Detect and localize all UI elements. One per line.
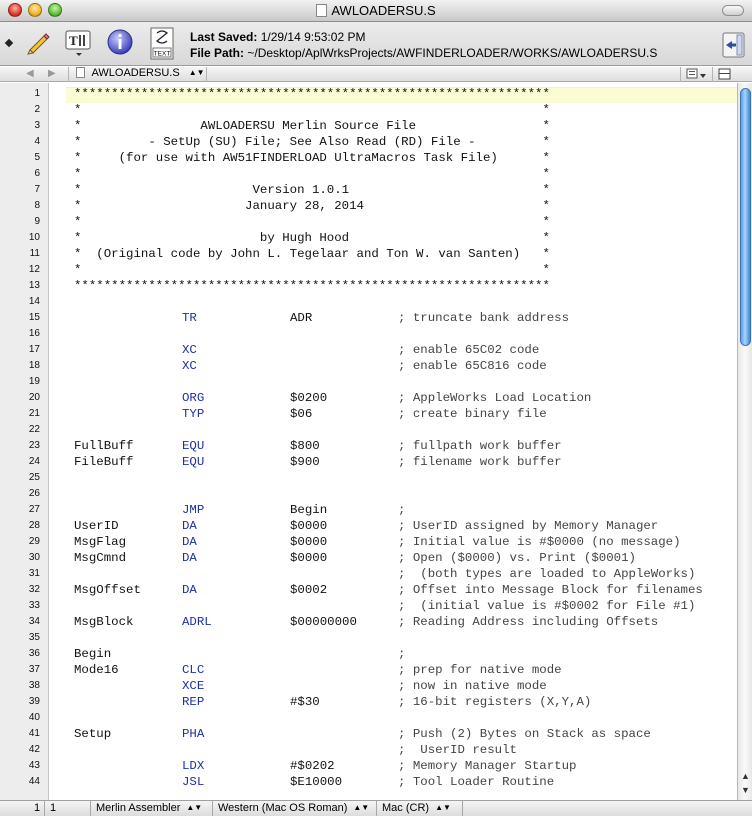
line-number: 23 xyxy=(28,440,40,451)
line-number: 10 xyxy=(28,232,40,243)
encoding-label: Western (Mac OS Roman) xyxy=(218,802,348,814)
code-label[interactable]: MsgFlag xyxy=(74,535,127,549)
line-number: 19 xyxy=(28,376,40,387)
line-number: 42 xyxy=(28,744,40,755)
line-number: 33 xyxy=(28,600,40,611)
text-format-icon xyxy=(64,28,94,58)
forward-arrow-icon[interactable]: ▶ xyxy=(48,68,56,79)
line-number: 30 xyxy=(28,552,40,563)
vertical-scrollbar[interactable] xyxy=(737,83,752,800)
line-number: 43 xyxy=(28,760,40,771)
code-comment[interactable]: ; fullpath work buffer xyxy=(398,439,562,453)
code-comment[interactable]: ; UserID assigned by Memory Manager xyxy=(398,519,659,533)
line-number: 39 xyxy=(28,696,40,707)
code-comment[interactable]: ; xyxy=(398,647,406,661)
scroll-down-arrow-icon[interactable]: ▼ xyxy=(741,785,750,795)
code-label[interactable]: Mode16 xyxy=(74,663,119,677)
code-comment[interactable]: ; enable 65C816 code xyxy=(398,359,547,373)
text-options-button[interactable] xyxy=(64,28,94,58)
line-number: 14 xyxy=(28,296,40,307)
code-opcode[interactable]: LDX xyxy=(182,759,205,773)
code-operand[interactable]: Begin xyxy=(290,503,328,517)
nav-divider xyxy=(680,67,681,82)
line-number: 17 xyxy=(28,344,40,355)
line-number: 41 xyxy=(28,728,40,739)
line-number: 37 xyxy=(28,664,40,675)
code-comment[interactable]: ; truncate bank address xyxy=(398,311,570,325)
code-operand[interactable]: $E10000 xyxy=(290,775,343,789)
code-opcode[interactable]: PHA xyxy=(182,727,205,741)
code-comment-text[interactable]: * * xyxy=(74,103,550,117)
line-number: 13 xyxy=(28,280,40,291)
code-operand[interactable]: $900 xyxy=(290,455,320,469)
code-comment-text[interactable]: * Version 1.0.1 * xyxy=(74,183,550,197)
code-opcode[interactable]: TYP xyxy=(182,407,205,421)
line-number: 1 xyxy=(34,88,40,99)
code-comment[interactable]: ; 16-bit registers (X,Y,A) xyxy=(398,695,592,709)
code-opcode[interactable]: DA xyxy=(182,551,197,565)
line-number: 7 xyxy=(34,184,40,195)
line-number: 44 xyxy=(28,776,40,787)
code-label[interactable]: FileBuff xyxy=(74,455,134,469)
line-number: 20 xyxy=(28,392,40,403)
code-opcode[interactable]: DA xyxy=(182,519,197,533)
language-label: Merlin Assembler xyxy=(96,802,181,814)
code-comment-text[interactable]: * (for use with AW51FINDERLOAD UltraMacros Task File) * xyxy=(74,151,550,165)
text-icon-label: TEXT xyxy=(153,50,171,58)
status-divider xyxy=(462,801,463,816)
file-menu[interactable] xyxy=(76,67,205,79)
code-operand[interactable]: $0000 xyxy=(290,535,328,549)
line-number: 35 xyxy=(28,632,40,643)
status-bar xyxy=(0,800,752,816)
code-opcode[interactable]: DA xyxy=(182,583,197,597)
code-opcode[interactable]: XC xyxy=(182,359,197,373)
code-opcode[interactable]: REP xyxy=(182,695,205,709)
last-saved-info xyxy=(190,30,365,44)
code-comment-text[interactable]: * * xyxy=(74,263,550,277)
file-menu-label: AWLOADERSU.S xyxy=(91,67,180,79)
code-comment-text[interactable]: * (Original code by John L. Tegelaar and Ton W. van Santen) * xyxy=(74,247,550,261)
code-comment[interactable]: ; create binary file xyxy=(398,407,547,421)
code-comment[interactable]: ; UserID result xyxy=(398,743,517,757)
code-label[interactable]: MsgBlock xyxy=(74,615,134,629)
navigation-bar xyxy=(0,67,752,82)
language-chevron-icon: ▲▼ xyxy=(186,803,203,812)
line-number: 3 xyxy=(34,120,40,131)
split-view-icon[interactable] xyxy=(718,67,732,84)
status-column-number[interactable]: 1 xyxy=(50,802,57,814)
line-number: 36 xyxy=(28,648,40,659)
drawer-icon xyxy=(722,32,746,58)
code-comment-text[interactable]: * * xyxy=(74,215,550,229)
code-comment[interactable]: ; Reading Address including Offsets xyxy=(398,615,659,629)
svg-text:T: T xyxy=(69,33,78,48)
code-comment[interactable]: ; xyxy=(398,503,406,517)
status-line-number[interactable]: 1 xyxy=(34,802,41,814)
line-number: 9 xyxy=(34,216,40,227)
line-number: 40 xyxy=(28,712,40,723)
code-opcode[interactable]: ORG xyxy=(182,391,205,405)
code-comment[interactable]: ; Tool Loader Routine xyxy=(398,775,555,789)
code-operand[interactable]: $0000 xyxy=(290,519,328,533)
encoding-menu[interactable] xyxy=(218,802,369,814)
code-label[interactable]: Begin xyxy=(74,647,112,661)
modified-indicator-icon xyxy=(5,39,13,47)
code-opcode[interactable]: TR xyxy=(182,311,197,325)
code-operand[interactable]: #$30 xyxy=(290,695,320,709)
code-label[interactable]: MsgOffset xyxy=(74,583,141,597)
code-opcode[interactable]: CLC xyxy=(182,663,205,677)
code-comment[interactable]: ; prep for native mode xyxy=(398,663,562,677)
file-menu-chevron-icon: ▲▼ xyxy=(188,68,205,77)
last-saved-value: 1/29/14 9:53:02 PM xyxy=(260,30,366,44)
code-label[interactable]: MsgCmnd xyxy=(74,551,127,565)
status-divider xyxy=(376,801,377,816)
code-opcode[interactable]: ADRL xyxy=(182,615,212,629)
code-opcode[interactable]: EQU xyxy=(182,455,205,469)
window-title-area xyxy=(0,3,752,18)
code-comment-text[interactable]: * January 28, 2014 * xyxy=(74,199,550,213)
code-label[interactable]: FullBuff xyxy=(74,439,134,453)
code-comment[interactable]: ; (both types are loaded to AppleWorks) xyxy=(398,567,696,581)
code-opcode[interactable]: EQU xyxy=(182,439,205,453)
code-comment[interactable]: ; AppleWorks Load Location xyxy=(398,391,592,405)
line-number: 38 xyxy=(28,680,40,691)
toolbar-toggle-button[interactable] xyxy=(722,5,744,16)
code-label[interactable]: Setup xyxy=(74,727,112,741)
window-title: AWLOADERSU.S xyxy=(331,3,436,18)
status-divider xyxy=(90,801,91,816)
code-comment-text[interactable]: **************************************************************** xyxy=(74,87,550,101)
code-comment-text[interactable]: **************************************************************** xyxy=(74,279,550,293)
nav-divider xyxy=(712,67,713,82)
code-opcode[interactable]: XCE xyxy=(182,679,205,693)
code-operand[interactable]: $00000000 xyxy=(290,615,357,629)
line-endings-chevron-icon: ▲▼ xyxy=(435,803,451,812)
code-comment-text[interactable]: * by Hugh Hood * xyxy=(74,231,550,245)
text-document-icon xyxy=(148,27,176,61)
file-document-icon xyxy=(76,67,85,78)
line-number-gutter xyxy=(0,83,49,800)
info-button[interactable] xyxy=(106,28,134,56)
code-operand[interactable]: #$0202 xyxy=(290,759,335,773)
drawer-toggle-button[interactable] xyxy=(722,32,746,58)
line-number: 24 xyxy=(28,456,40,467)
code-comment-text[interactable]: * - SetUp (SU) File; See Also Read (RD) File - * xyxy=(74,135,550,149)
encoding-chevron-icon: ▲▼ xyxy=(353,803,370,812)
code-comment-text[interactable]: * AWLOADERSU Merlin Source File * xyxy=(74,119,550,133)
code-comment[interactable]: ; now in native mode xyxy=(398,679,547,693)
toolbar xyxy=(0,22,752,66)
code-operand[interactable]: $800 xyxy=(290,439,320,453)
line-number: 22 xyxy=(28,424,40,435)
code-opcode[interactable]: XC xyxy=(182,343,197,357)
code-editor[interactable] xyxy=(0,83,737,800)
back-arrow-icon[interactable]: ◀ xyxy=(26,68,34,79)
line-number: 6 xyxy=(34,168,40,179)
code-opcode[interactable]: DA xyxy=(182,535,197,549)
code-opcode[interactable]: JMP xyxy=(182,503,205,517)
nav-divider xyxy=(206,67,207,82)
code-comment[interactable]: ; Offset into Message Block for filenames xyxy=(398,583,703,597)
line-number: 8 xyxy=(34,200,40,211)
last-saved-label: Last Saved: xyxy=(190,30,258,44)
scroll-up-arrow-icon[interactable]: ▲ xyxy=(741,771,750,781)
code-comment[interactable]: ; Push (2) Bytes on Stack as space xyxy=(398,727,651,741)
code-opcode[interactable]: JSL xyxy=(182,775,205,789)
line-number: 34 xyxy=(28,616,40,627)
line-number: 11 xyxy=(29,248,40,259)
code-comment[interactable]: ; filename work buffer xyxy=(398,455,562,469)
pencil-icon xyxy=(24,28,52,56)
status-divider xyxy=(44,801,45,816)
line-number: 12 xyxy=(28,264,40,275)
code-comment-text[interactable]: * * xyxy=(74,167,550,181)
file-path-info xyxy=(190,46,657,60)
code-label[interactable]: UserID xyxy=(74,519,119,533)
code-comment[interactable]: ; Open ($0000) vs. Print ($0001) xyxy=(398,551,636,565)
code-comment[interactable]: ; Initial value is #$0000 (no message) xyxy=(398,535,681,549)
line-number: 4 xyxy=(34,136,40,147)
line-number: 28 xyxy=(28,520,40,531)
text-document-button[interactable] xyxy=(148,27,176,61)
line-number: 2 xyxy=(34,104,40,115)
code-operand[interactable]: $06 xyxy=(290,407,313,421)
line-number: 18 xyxy=(28,360,40,371)
line-number: 29 xyxy=(28,536,40,547)
line-number: 5 xyxy=(34,152,40,163)
document-icon xyxy=(316,4,327,17)
code-operand[interactable]: $0200 xyxy=(290,391,328,405)
title-bar xyxy=(0,0,752,22)
line-number: 16 xyxy=(28,328,40,339)
line-number: 26 xyxy=(28,488,40,499)
line-number: 21 xyxy=(28,408,40,419)
code-comment[interactable]: ; Memory Manager Startup xyxy=(398,759,577,773)
scroll-thumb[interactable] xyxy=(740,88,751,346)
language-menu[interactable] xyxy=(96,802,202,814)
line-number: 31 xyxy=(28,568,40,579)
code-comment[interactable]: ; (initial value is #$0002 for File #1) xyxy=(398,599,696,613)
code-operand[interactable]: $0000 xyxy=(290,551,328,565)
line-number: 25 xyxy=(28,472,40,483)
code-operand[interactable]: $0002 xyxy=(290,583,328,597)
line-number: 32 xyxy=(28,584,40,595)
line-number: 15 xyxy=(28,312,40,323)
edit-pencil-button[interactable] xyxy=(24,28,52,56)
code-comment[interactable]: ; enable 65C02 code xyxy=(398,343,540,357)
function-popup-icon[interactable] xyxy=(686,67,708,84)
line-endings-label: Mac (CR) xyxy=(382,802,430,814)
file-path-label: File Path: xyxy=(190,46,245,60)
status-divider xyxy=(212,801,213,816)
nav-divider xyxy=(68,67,69,82)
line-number: 27 xyxy=(28,504,40,515)
info-icon xyxy=(106,28,134,56)
code-operand[interactable]: ADR xyxy=(290,311,313,325)
line-endings-menu[interactable] xyxy=(382,802,451,814)
file-path-value: ~/Desktop/AplWrksProjects/AWFINDERLOADER/WORKS/AWLOADERSU.S xyxy=(247,46,658,60)
